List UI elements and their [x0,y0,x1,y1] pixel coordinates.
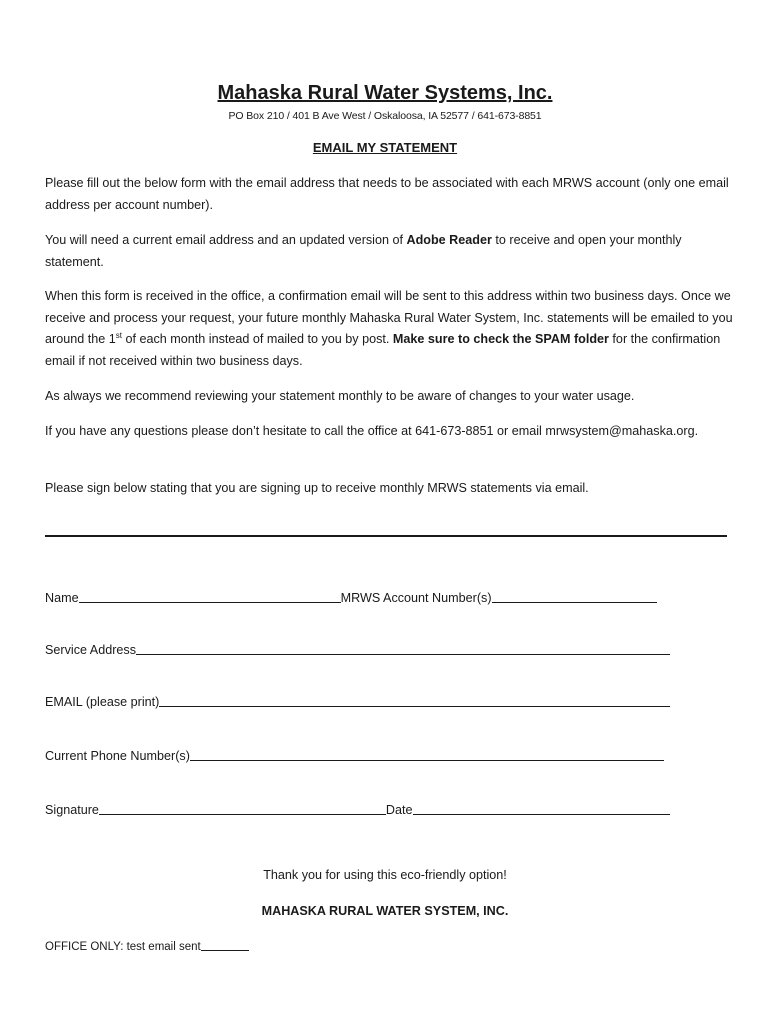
email-row [45,691,670,709]
thank-you-message: Thank you for using this eco-friendly option! [263,868,507,882]
date-input-line[interactable] [413,800,670,815]
office-only-row [45,938,249,953]
phone-row [45,745,664,763]
service-address-input-line[interactable] [136,640,670,655]
name-input-line[interactable] [79,588,341,603]
service-address-label: Service Address [45,643,136,657]
signature-date-row [45,799,670,817]
signature-label: Signature [45,803,99,817]
instructions-paragraph-2 [45,230,735,273]
form-heading: EMAIL MY STATEMENT [312,140,458,155]
instructions-paragraph-5: If you have any questions please don’t hesitate to call the office at 641-673-8851 or email mrwsystem@mahaska.org. [45,424,699,438]
account-number-label: MRWS Account Number(s) [340,591,492,605]
name-label: Name [45,591,79,605]
spam-folder-bold-text: Make sure to check the SPAM folder [392,332,609,346]
signature-input-line[interactable] [99,800,386,815]
email-input-line[interactable] [159,692,670,707]
date-label: Date [385,803,413,817]
document-title: Mahaska Rural Water Systems, Inc. [217,82,553,104]
paragraph-2-text-start: You will need a current email address and an updated version of [45,233,407,247]
section-divider [45,535,727,537]
instructions-paragraph-1: Please fill out the below form with the email address that needs to be associated with each MRWS account (only one email address per account number). [45,176,729,212]
paragraph-3-text-start: When this form is received in the office, a confirmation email will be sent to this address within two business days. Once we receive and process your request, your future monthly Mahaska Rural Water System, Inc. statements will be emailed to you around the 1 [45,289,733,346]
service-address-row [45,639,670,657]
phone-input-line[interactable] [190,746,664,761]
name-account-row [45,587,657,605]
phone-label: Current Phone Number(s) [45,749,190,763]
instructions-paragraph-6: Please sign below stating that you are signing up to receive monthly MRWS statements via email. [45,481,589,495]
instructions-paragraph-4: As always we recommend reviewing your statement monthly to be aware of changes to your water usage. [45,389,635,403]
company-name-footer: MAHASKA RURAL WATER SYSTEM, INC. [261,904,509,918]
company-address: PO Box 210 / 401 B Ave West / Oskaloosa, IA 52577 / 641-673-8851 [228,110,542,122]
paragraph-2-text-end: to receive and open your monthly statement. [45,233,682,269]
paragraph-3-text-end: for the confirmation email if not received within two business days. [45,332,721,368]
email-label: EMAIL (please print) [45,695,160,709]
office-only-label: OFFICE ONLY: test email sent [45,941,201,953]
office-only-input-line[interactable] [201,938,249,951]
account-number-input-line[interactable] [492,588,657,603]
ordinal-superscript: st [115,330,122,340]
instructions-paragraph-3 [45,286,735,372]
paragraph-3-text-middle: of each month instead of mailed to you by post. [121,332,393,346]
adobe-reader-bold-text: Adobe Reader [406,233,492,247]
